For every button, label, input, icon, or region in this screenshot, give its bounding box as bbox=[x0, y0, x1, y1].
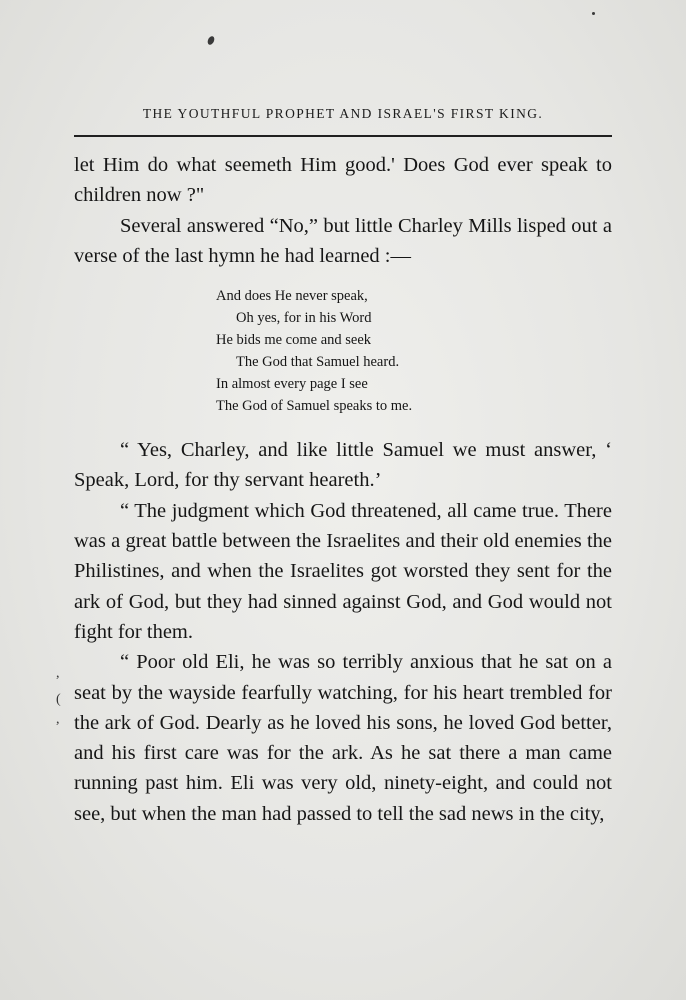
margin-mark: , bbox=[56, 666, 60, 681]
body-text bbox=[74, 150, 612, 829]
paragraph: Several answered “No,” but little Charley Mills lisped out a verse of the last hymn he had learned :— bbox=[74, 214, 612, 267]
bottom-paragraphs bbox=[74, 435, 612, 829]
verse-line: The God that Samuel heard. bbox=[236, 354, 400, 371]
verse-line: In almost every page I see bbox=[216, 376, 368, 393]
ink-speck bbox=[592, 12, 595, 15]
top-paragraphs bbox=[74, 150, 612, 271]
verse-line: Oh yes, for in his Word bbox=[236, 310, 372, 327]
margin-mark: ( bbox=[56, 692, 61, 707]
verse-line: And does He never speak, bbox=[216, 288, 368, 305]
paragraph: let Him do what seemeth Him good.' Does God ever speak to children now ?" bbox=[74, 154, 612, 207]
running-head: THE YOUTHFUL PROPHET AND ISRAEL'S FIRST KING. bbox=[142, 106, 544, 121]
margin-mark: , bbox=[56, 712, 60, 727]
verse-line: He bids me come and seek bbox=[216, 332, 372, 349]
ink-speck bbox=[206, 35, 215, 46]
verse-line: The God of Samuel speaks to me. bbox=[216, 398, 413, 415]
paragraph: “ Yes, Charley, and like little Samuel we must answer, ‘ Speak, Lord, for thy servant heareth.’ bbox=[74, 439, 612, 492]
paragraph: “ The judgment which God threatened, all came true. There was a great battle between the Israelites and their old enemies the Philistines, and when the Israelites got worsted they sent for the ark of God, but they had sinned against God, and God would not fight for them. bbox=[74, 499, 612, 643]
paragraph: “ Poor old Eli, he was so terribly anxious that he sat on a seat by the wayside fearfully watching, for his heart trembled for the ark of God. Dearly as he loved his sons, he loved God better, and his first care was for the ark. As he sat there a man came running past him. Eli was very old, ninety-eight, and could not see, but when the man had passed to tell the sad news in the city, bbox=[74, 651, 612, 825]
header-rule bbox=[74, 135, 612, 137]
hymn-verse bbox=[216, 285, 612, 417]
